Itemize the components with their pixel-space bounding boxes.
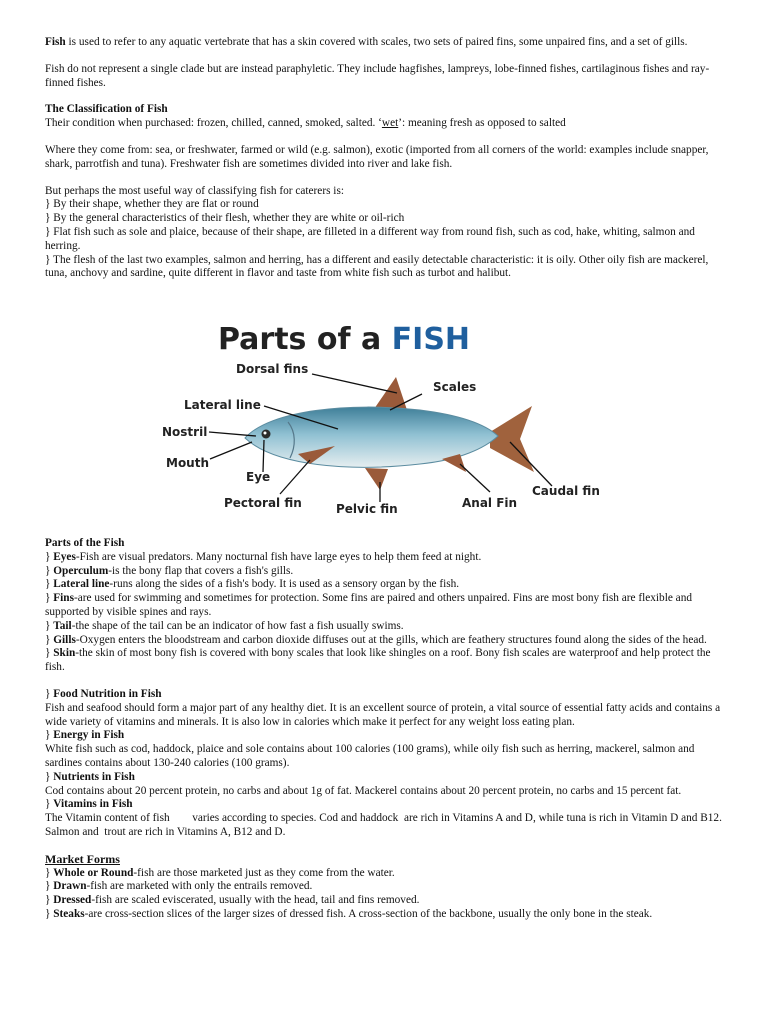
- classification-item: } By their shape, whether they are flat or round: [45, 198, 259, 211]
- label-lateral-line: Lateral line: [184, 398, 261, 412]
- document-page-bottom: [45, 537, 725, 922]
- figure-title: Parts of a FISH: [218, 322, 471, 357]
- label-anal-fin: Anal Fin: [462, 496, 518, 510]
- parts-item: } Operculum-is the bony flap that covers a fish's gills.: [45, 564, 294, 577]
- market-item: } Steaks-are cross-section slices of the larger sizes of dressed fish. A cross-section of the backbone, usually the only bone in the steak.: [45, 907, 653, 920]
- parts-of-fish-figure: [160, 314, 610, 534]
- parts-item: } Gills-Oxygen enters the bloodstream and carbon dioxide diffuses out at the gills, which are feathery structures found along the sides of the head.: [45, 633, 707, 646]
- nutrition-heading: } Food Nutrition in Fish: [45, 687, 162, 700]
- document-page-top: [45, 36, 725, 281]
- label-caudal-fin: Caudal fin: [532, 484, 600, 498]
- market-heading: Market Forms: [45, 851, 120, 866]
- parts-item: } Tail-the shape of the tail can be an indicator of how fast a fish usually swims.: [45, 619, 404, 632]
- nutrients-heading: } Nutrients in Fish: [45, 770, 135, 783]
- vitamins-text: The Vitamin content of fish varies according to species. Cod and haddock are rich in Vitamins A and D, while tuna is rich in Vitamin D and B12. Salmon and trout are rich in Vitamins A, B12 and D.: [45, 812, 725, 838]
- pelvic-fin-shape: [365, 468, 388, 490]
- classification-heading: The Classification of Fish: [45, 103, 168, 116]
- classification-item: } By the general characteristics of their flesh, whether they are white or oil-rich: [45, 212, 405, 225]
- label-scales: Scales: [433, 380, 477, 394]
- label-eye: Eye: [246, 470, 271, 484]
- market-item: } Dressed-fish are scaled eviscerated, usually with the head, tail and fins removed.: [45, 894, 420, 907]
- vitamins-heading: } Vitamins in Fish: [45, 798, 133, 811]
- label-pectoral-fin: Pectoral fin: [224, 496, 302, 510]
- parts-item: } Fins-are used for swimming and sometimes for protection. Some fins are paired and others unpaired. Fins are most bony fish are flexible and supported by visible spines and rays.: [45, 592, 692, 618]
- nutrition-paragraph: Fish and seafood should form a major part of any healthy diet. It is an excellent source of protein, a vital source of essential fatty acids and contains a wide variety of vitamins and minerals. It is also low in calories which make it perfect for any weight loss eating plan.: [45, 701, 721, 728]
- market-item: } Whole or Round-fish are those marketed just as they come from the water.: [45, 866, 395, 879]
- label-nostril: Nostril: [162, 425, 208, 439]
- parts-heading: Parts of the Fish: [45, 537, 125, 549]
- parts-item: } Eyes-Fish are visual predators. Many nocturnal fish have large eyes to help them feed at night.: [45, 550, 482, 563]
- label-mouth: Mouth: [166, 456, 210, 470]
- energy-text: White fish such as cod, haddock, plaice and sole contains about 100 calories (100 grams), while oily fish such as herring, mackerel, salmon and sardines contains about 130-240 calories (100 grams).: [45, 743, 695, 769]
- classification-item: } Flat fish such as sole and plaice, because of their shape, are filleted in a different way from round fish, such as cod, hake, whiting, salmon and herring.: [45, 225, 695, 252]
- classification-item: } The flesh of the last two examples, salmon and herring, has a different and easily detectable characteristic: it is oily. Other oily fish are mackerel, tuna, anchovy and sardine, quite different in flavor and taste from white fish such as turbot and halibut.: [45, 253, 709, 280]
- market-item: } Drawn-fish are marketed with only the entrails removed.: [45, 880, 313, 893]
- intro-paragraph-1: Fish is used to refer to any aquatic vertebrate that has a skin covered with scales, two sets of paired fins, some unpaired fins, and a set of gills.: [45, 36, 688, 48]
- caudal-fin-shape: [490, 406, 534, 472]
- intro-paragraph-2: Fish do not represent a single clade but are instead paraphyletic. They include hagfishes, lampreys, lobe-finned fishes, cartilaginous fishes and ray-finned fishes.: [45, 62, 710, 89]
- energy-heading: } Energy in Fish: [45, 729, 125, 742]
- classification-intro: But perhaps the most useful way of classifying fish for caterers is:: [45, 184, 344, 197]
- classification-origin: Where they come from: sea, or freshwater, farmed or wild (e.g. salmon), exotic (imported from all corners of the world: examples include snapper, shark, parrotfish and tuna). Freshwater fish are sometimes divided into river and lake fish.: [45, 143, 709, 170]
- nutrients-text: Cod contains about 20 percent protein, no carbs and about 1g of fat. Mackerel contains about 20 percent protein, no carbs and 15 percent fat.: [45, 784, 682, 797]
- parts-item: } Skin-the skin of most bony fish is covered with bony scales that look like shingles on a roof. Bony fish scales are waterproof and help protect the fish.: [45, 647, 711, 674]
- parts-item: } Lateral line-runs along the sides of a fish's body. It is used as a sensory organ by the fish.: [45, 578, 460, 591]
- intro-term-fish: Fish: [45, 36, 66, 48]
- label-pelvic-fin: Pelvic fin: [336, 502, 398, 516]
- classification-condition: Their condition when purchased: frozen, chilled, canned, smoked, salted. ‘wet’: meaning fresh as opposed to salted: [45, 117, 566, 130]
- label-dorsal-fins: Dorsal fins: [236, 362, 309, 376]
